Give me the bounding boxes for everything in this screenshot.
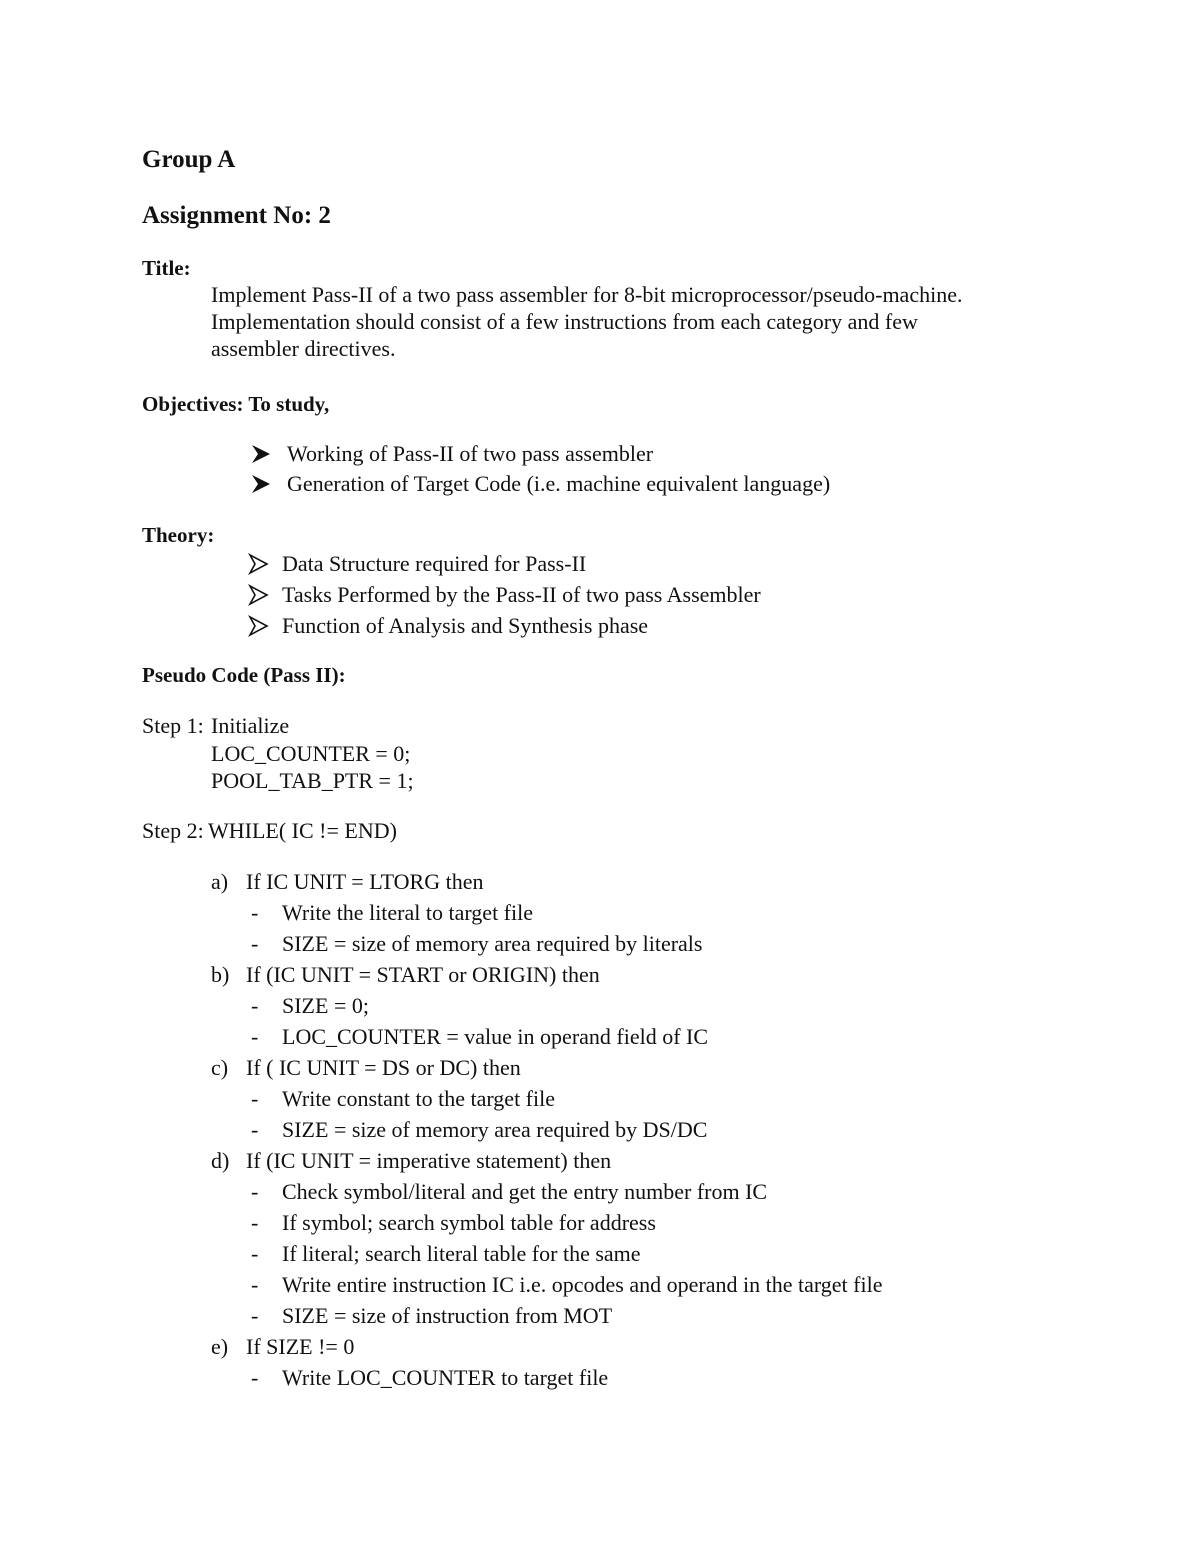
case-action: SIZE = 0; <box>282 993 369 1018</box>
case-action: SIZE = size of memory area required by DS/DC <box>282 1117 708 1142</box>
case-condition: If SIZE != 0 <box>246 1334 355 1359</box>
case-action: SIZE = size of instruction from MOT <box>282 1303 613 1328</box>
objectives-label: Objectives: To study, <box>142 392 330 416</box>
pseudocode-label: Pseudo Code (Pass II): <box>142 663 346 687</box>
dash-marker: - <box>251 1241 259 1266</box>
step1-label: Step 1: <box>142 713 204 738</box>
theory-label: Theory: <box>142 523 215 547</box>
theory-item: Tasks Performed by the Pass-II of two pass Assembler <box>282 582 761 607</box>
case-marker: e) <box>211 1334 229 1359</box>
objective-item: Generation of Target Code (i.e. machine equivalent language) <box>287 471 831 496</box>
case-marker: c) <box>211 1055 229 1080</box>
arrowhead-outline-bullet-icon <box>248 584 270 606</box>
dash-marker: - <box>251 1086 259 1111</box>
dash-marker: - <box>251 931 259 956</box>
case-condition: If ( IC UNIT = DS or DC) then <box>246 1055 521 1080</box>
case-marker: a) <box>211 869 229 894</box>
case-action: Write LOC_COUNTER to target file <box>282 1365 609 1390</box>
title-label: Title: <box>142 256 191 280</box>
dash-marker: - <box>251 1179 259 1204</box>
arrowhead-bullet-icon <box>250 443 272 465</box>
theory-item: Data Structure required for Pass-II <box>282 551 587 576</box>
arrowhead-outline-bullet-icon <box>248 615 270 637</box>
theory-item: Function of Analysis and Synthesis phase <box>282 613 649 638</box>
step2-text: WHILE( IC != END) <box>208 818 397 843</box>
dash-marker: - <box>251 1024 259 1049</box>
case-condition: If (IC UNIT = imperative statement) then <box>246 1148 612 1173</box>
arrowhead-bullet-icon <box>250 473 272 495</box>
case-condition: If IC UNIT = LTORG then <box>246 869 484 894</box>
dash-marker: - <box>251 993 259 1018</box>
dash-marker: - <box>251 1303 259 1328</box>
arrowhead-outline-bullet-icon <box>248 553 270 575</box>
dash-marker: - <box>251 1210 259 1235</box>
case-action: Write the literal to target file <box>282 900 533 925</box>
title-line: Implement Pass-II of a two pass assembler for 8-bit microprocessor/pseudo-machine. <box>211 282 963 307</box>
case-condition: If (IC UNIT = START or ORIGIN) then <box>246 962 600 987</box>
dash-marker: - <box>251 900 259 925</box>
case-action: Write entire instruction IC i.e. opcodes and operand in the target file <box>282 1272 883 1297</box>
case-marker: d) <box>211 1148 230 1173</box>
case-action: If literal; search literal table for the same <box>282 1241 641 1266</box>
step2-label: Step 2: <box>142 818 204 843</box>
case-action: SIZE = size of memory area required by literals <box>282 931 703 956</box>
title-line: assembler directives. <box>211 336 396 361</box>
dash-marker: - <box>251 1117 259 1142</box>
case-action: LOC_COUNTER = value in operand field of IC <box>282 1024 709 1049</box>
case-action: If symbol; search symbol table for address <box>282 1210 656 1235</box>
assignment-heading: Assignment No: 2 <box>142 202 331 229</box>
step1-line: Initialize <box>211 713 290 738</box>
title-line: Implementation should consist of a few instructions from each category and few <box>211 309 918 334</box>
group-heading: Group A <box>142 146 236 173</box>
dash-marker: - <box>251 1365 259 1390</box>
case-marker: b) <box>211 962 230 987</box>
step1-line: POOL_TAB_PTR = 1; <box>211 768 414 793</box>
step1-line: LOC_COUNTER = 0; <box>211 741 411 766</box>
case-action: Check symbol/literal and get the entry number from IC <box>282 1179 768 1204</box>
objective-item: Working of Pass-II of two pass assembler <box>287 441 654 466</box>
case-action: Write constant to the target file <box>282 1086 556 1111</box>
dash-marker: - <box>251 1272 259 1297</box>
